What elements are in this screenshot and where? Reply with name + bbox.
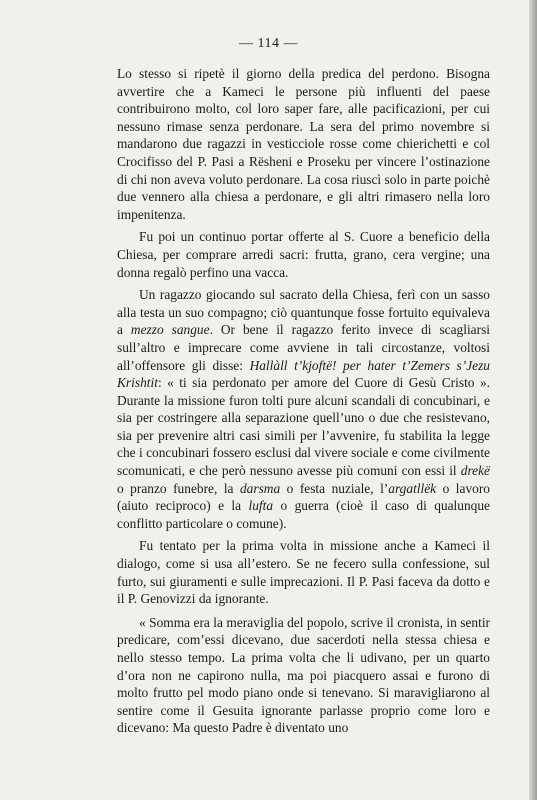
italic-term: lufta <box>248 498 274 514</box>
paragraph-text: Un ragazzo giocando sul sacrato della Chiesa, ferì con un sasso alla testa un suo compagno; ciò quantunque fosse fortuito equivaleva a <box>117 287 490 338</box>
paragraph-4 <box>117 537 490 607</box>
paragraph-text: . Or bene il ragazzo ferito invece di scagliarsi sull’altro e imprecare come avviene in tali circostanze, voltosi all’offensore gli disse: <box>117 322 491 373</box>
paragraph-text: o pranzo funebre, la <box>117 480 240 496</box>
italic-albanian-quote: Hallàll t’kjoftë! per hater t’Zemers s’Jezu Krishtit <box>117 357 491 391</box>
italic-term: mezzo sangue <box>130 322 210 338</box>
paragraph-1 <box>117 65 490 223</box>
italic-term: argatllëk <box>388 480 437 496</box>
body-text <box>117 65 490 742</box>
page-number: — 114 — <box>239 36 298 51</box>
paragraph-text: o festa nuziale, l’ <box>280 480 389 496</box>
paragraph-3 <box>117 286 490 532</box>
paragraph-text: o guerra (cioè il caso di qualunque conflitto particolare o comune). <box>117 498 491 531</box>
paragraph-text: Fu tentato per la prima volta in missione anche a Kameci il dialogo, come si usa all’estero. Se ne fecero sulla confessione, sul furto, sui giuramenti e sulle imprecazioni. Il P. Pasi faceva da dotto e il P. Genovizzi da ignorante. <box>117 538 490 607</box>
paragraph-text: : « ti sia perdonato per amore del Cuore di Gesù Cristo ». Durante la missione furon tolti pure alcuni scandali di concubinari, e sia per costringere alla separazione quell’uno o due che resistevano, sia per prevenire altri casi simili per l’avvenire, fu stabilita la legge che i concubinari fossero esclusi dal vivere sociale e come civilmente scomunicati, e che però nessuno avesse più comuni con essi il <box>117 375 490 479</box>
paragraph-text: Fu poi un continuo portar offerte al S. Cuore a beneficio della Chiesa, per comprare arredi sacri: frutta, grano, cera vergine; una donna regalò perfino una vacca. <box>117 229 490 280</box>
italic-term: darsma <box>239 480 281 496</box>
scan-shadow-edge <box>529 0 537 800</box>
paragraph-text: o lavoro (aiuto reciproco) e la <box>117 480 490 514</box>
paragraph-text: Lo stesso si ripetè il giorno della predica del perdono. Bisogna avvertire che a Kameci le persone più influenti del paese contribuirono molto, col loro saper fare, alle pacificazioni, per cui nessuno rimase senza perdonare. La sera del primo novembre si mandarono due ragazzi in vesticciole rosse come chierichetti e col Crocifisso del P. Pasi a Rësheni e Proseku per vincere l’ostinazione di chi non aveva voluto perdonare. La cosa riuscì solo in parte poichè due vennero alla chiesa a perdonare, e gli altri rimasero nella loro impenitenza. <box>117 66 490 222</box>
paragraph-5 <box>117 614 490 737</box>
paragraph-2 <box>117 228 490 281</box>
italic-term: drekë <box>460 463 490 479</box>
paragraph-text: « Somma era la meraviglia del popolo, scrive il cronista, in sentir predicare, com’essi dicevano, due sacerdoti nella stessa chiesa e nello stesso tempo. La prima volta che li udivano, per un quarto d’ora non ne capirono nulla, ma poi piacquero assai e furono di molto frutto pel modo piano onde si tenevano. Si maravigliarono al sentire come il Gesuita ignorante parlasse proprio come loro e dicevano: Ma questo Padre è diventato uno <box>117 614 490 736</box>
